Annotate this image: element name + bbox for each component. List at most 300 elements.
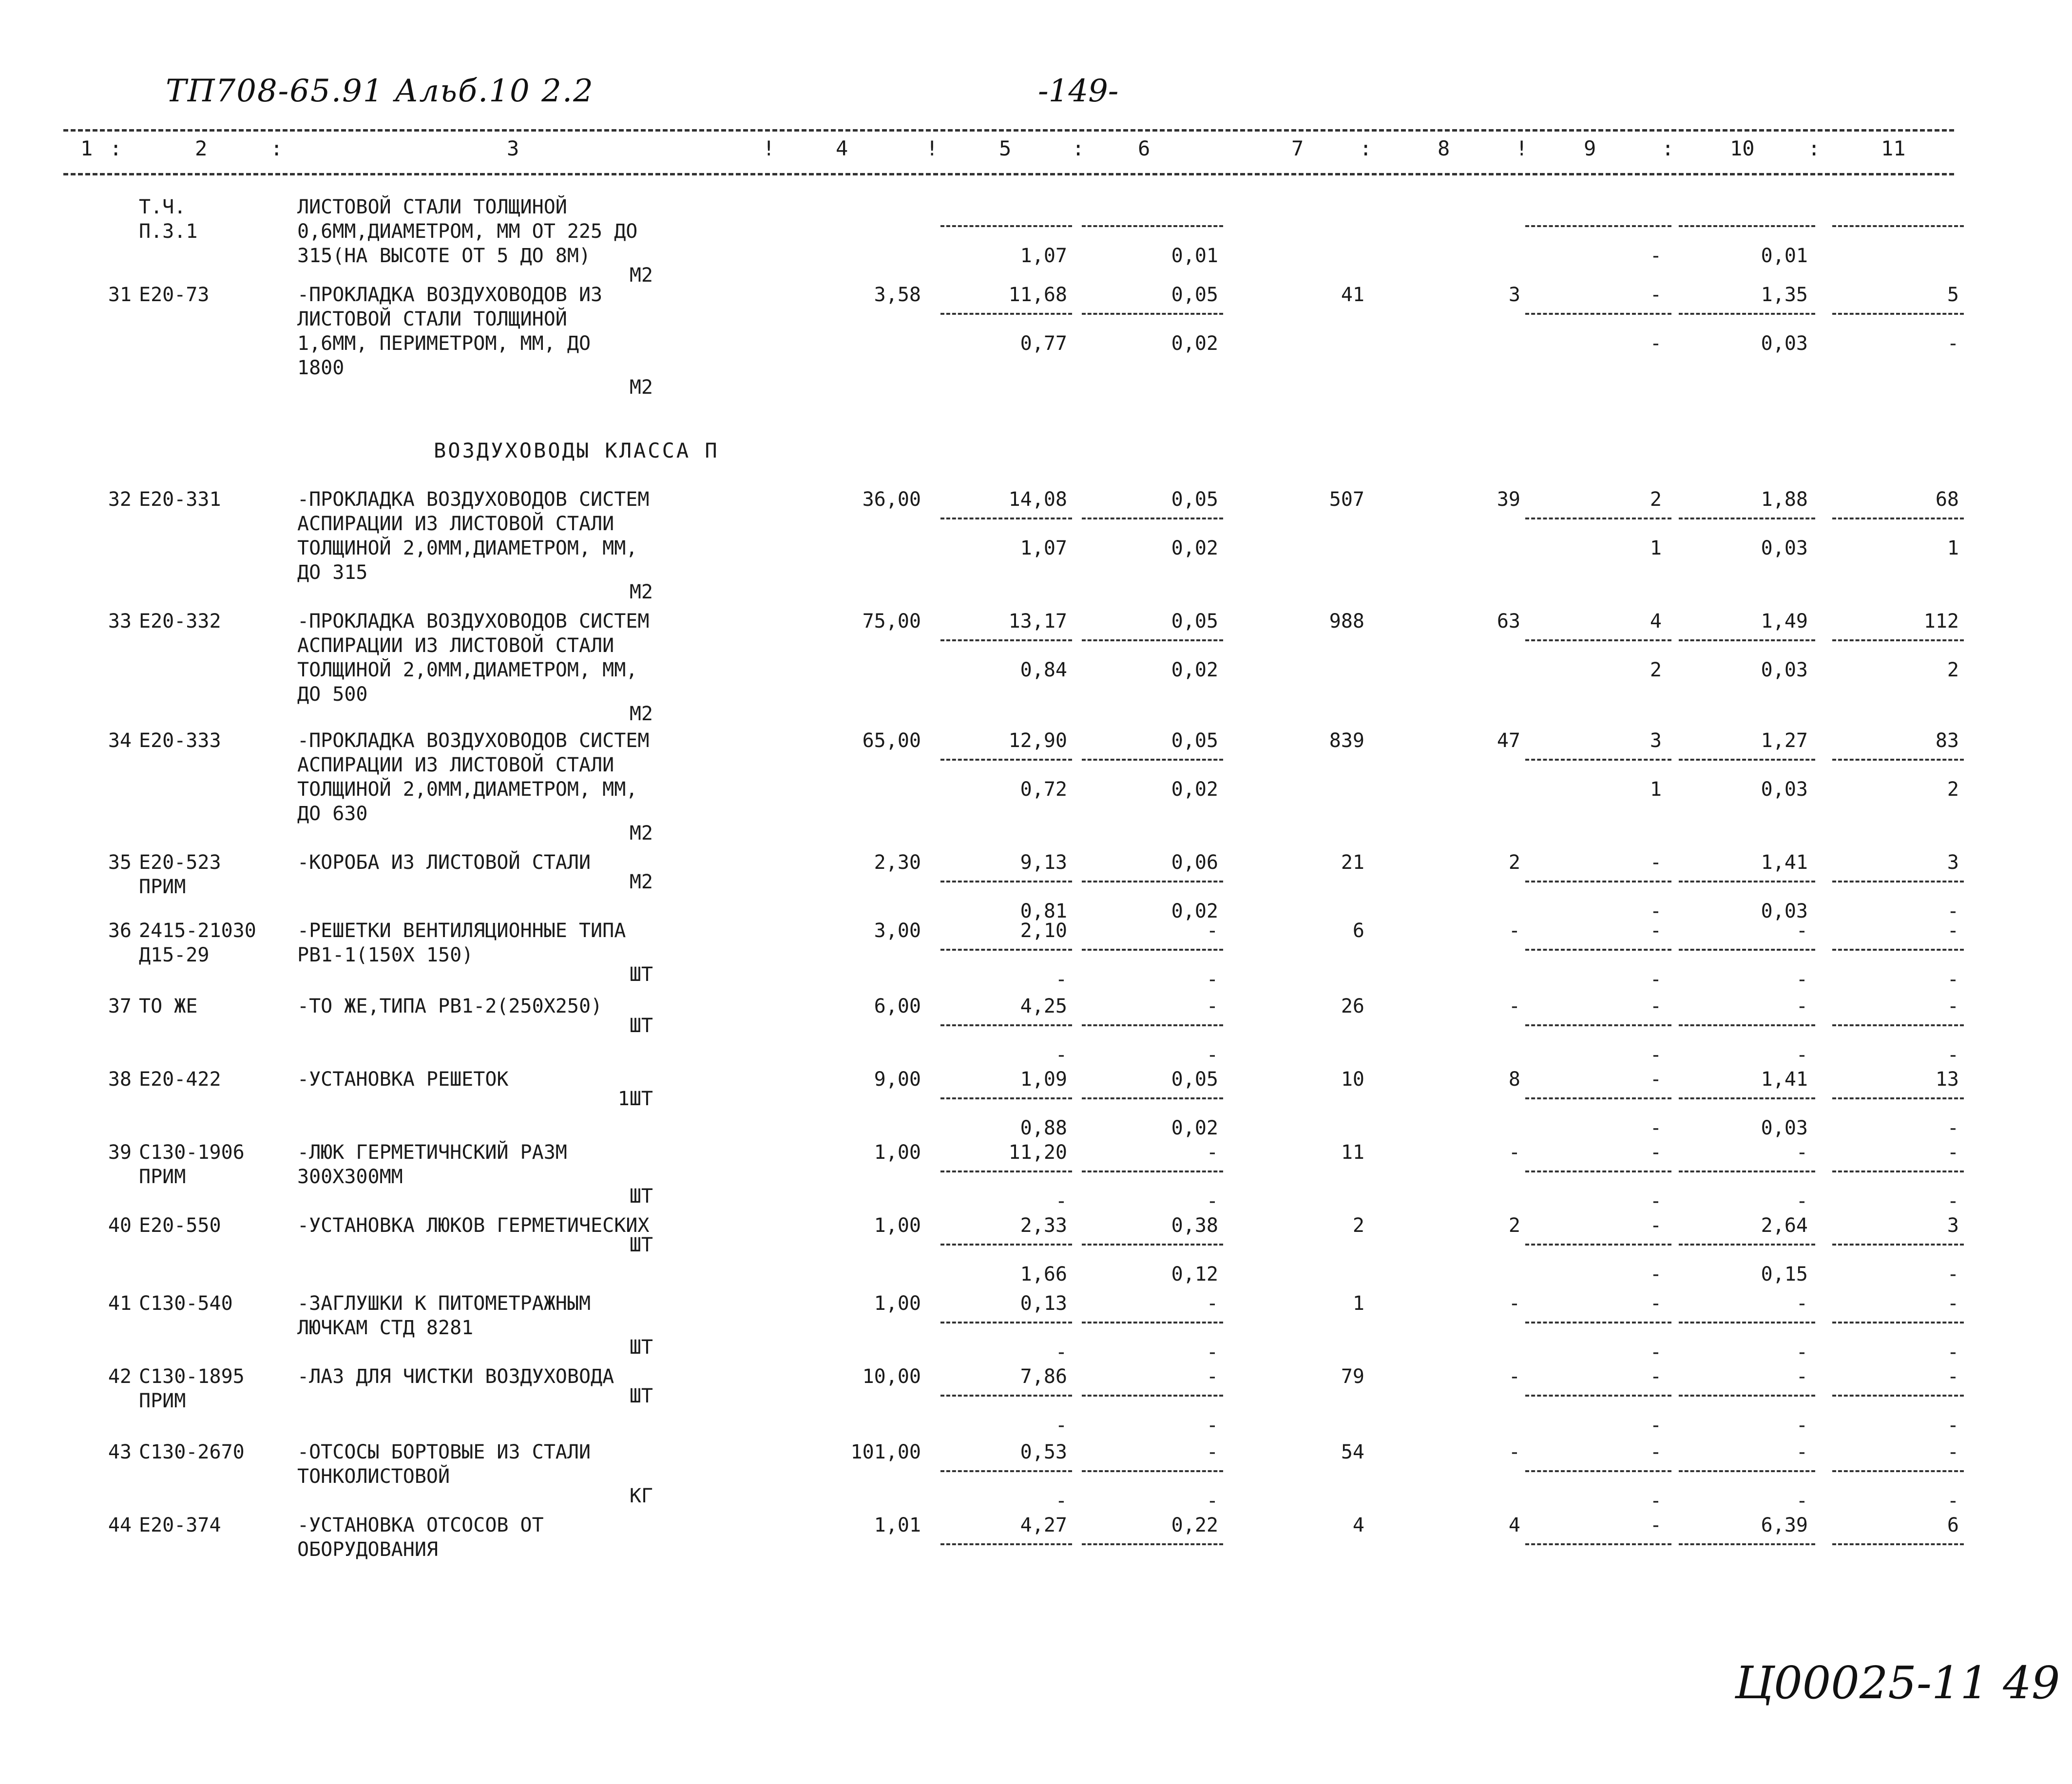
total-cost: 1 (1352, 1292, 1364, 1315)
rate-code: Е20-333 (139, 729, 221, 752)
work-description: -ПРОКЛАДКА ВОЗДУХОВОДОВ СИСТЕМ АСПИРАЦИИ ИЗ ЛИСТОВОЙ СТАЛИ ТОЛЩИНОЙ 2,0ММ,ДИАМЕТРОМ, ММ, ДО 315 (297, 488, 650, 584)
col-separator: : (1072, 136, 1085, 160)
rate-code: Е20-523 ПРИМ (139, 851, 221, 898)
cell-divider-dashes (1525, 1170, 1671, 1172)
total-wages: - (1508, 1292, 1520, 1315)
col-header-5: 5 (999, 136, 1012, 160)
labor-total-machinists: - (1947, 1490, 1959, 1512)
cell-divider-dashes (1082, 1097, 1223, 1099)
cell-divider-dashes (1082, 1170, 1223, 1172)
cell-divider-dashes (1832, 759, 1964, 761)
total-machine-wages: 2 (1650, 659, 1662, 681)
labor-total-machinists: - (1947, 1044, 1959, 1066)
total-cost: 988 (1329, 610, 1364, 633)
quantity: 36,00 (862, 488, 921, 511)
rate-code: Е20-422 (139, 1068, 221, 1091)
work-description: -ПРОКЛАДКА ВОЗДУХОВОДОВ ИЗ ЛИСТОВОЙ СТАЛИ ТОЛЩИНОЙ 1,6ММ, ПЕРИМЕТРОМ, ММ, ДО 1800 (297, 284, 603, 379)
labor-unit: 6,39 (1761, 1514, 1808, 1536)
cell-divider-dashes (1525, 518, 1671, 519)
labor-unit-machinists: 0,03 (1761, 537, 1808, 559)
rate-code: Е20-331 (139, 488, 221, 511)
cell-divider-dashes (940, 949, 1072, 951)
unit-cost-total: 4,27 (1020, 1514, 1067, 1536)
unit-cost-wages: 0,72 (1020, 778, 1067, 801)
unit-cost-machines: 0,05 (1171, 1068, 1218, 1091)
col-header-2: 2 (195, 136, 208, 160)
total-cost: 41 (1341, 284, 1364, 306)
cell-divider-dashes (1525, 1097, 1671, 1099)
cell-divider-dashes (1832, 1097, 1964, 1099)
cell-divider-dashes (1679, 1097, 1815, 1099)
labor-total: 5 (1947, 284, 1959, 306)
cell-divider-dashes (940, 639, 1072, 641)
cell-divider-dashes (1082, 1543, 1223, 1545)
cell-divider-dashes (940, 1543, 1072, 1545)
unit-cost-machines: - (1206, 995, 1218, 1017)
total-machines: 4 (1650, 610, 1662, 633)
total-machines: 3 (1650, 729, 1662, 752)
col-header-1: 1 (80, 136, 93, 160)
cell-divider-dashes (1679, 1543, 1815, 1545)
labor-total: - (1947, 1365, 1959, 1388)
total-machine-wages: - (1650, 1044, 1662, 1066)
cell-divider-dashes (1679, 881, 1815, 882)
unit-cost-total: 12,90 (1008, 729, 1067, 752)
col-header-6: 6 (1138, 136, 1151, 160)
total-wages: - (1508, 1441, 1520, 1463)
cell-divider-dashes (1832, 1024, 1964, 1026)
total-cost: 21 (1341, 851, 1364, 874)
cell-divider-dashes (1525, 1470, 1671, 1472)
cell-divider-dashes (1679, 759, 1815, 761)
labor-unit: 1,27 (1761, 729, 1808, 752)
unit-cost-machines: - (1206, 1365, 1218, 1388)
work-description: -ТО ЖЕ,ТИПА РВ1-2(250Х250) (297, 995, 603, 1017)
cell-divider-dashes (1679, 949, 1815, 951)
work-description: -ОТСОСЫ БОРТОВЫЕ ИЗ СТАЛИ ТОНКОЛИСТОВОЙ (297, 1441, 591, 1488)
total-wages: 39 (1496, 488, 1520, 511)
cell-divider-dashes (1525, 313, 1671, 315)
cell-divider-dashes (940, 1097, 1072, 1099)
labor-total: - (1947, 1441, 1959, 1463)
labor-unit-machinists: 0,03 (1761, 1117, 1808, 1139)
section-title: ВОЗДУХОВОДЫ КЛАССА П (434, 439, 719, 462)
total-wages: 2 (1508, 851, 1520, 874)
cell-divider-dashes (1525, 1395, 1671, 1397)
unit-of-measure: ШТ (629, 1015, 653, 1037)
work-description: -РЕШЕТКИ ВЕНТИЛЯЦИОННЫЕ ТИПА РВ1-1(150Х 150) (297, 920, 626, 966)
cell-divider-dashes (1832, 313, 1964, 315)
total-machine-wages: - (1650, 968, 1662, 991)
labor-total-machinists: - (1947, 1190, 1959, 1212)
unit-of-measure: ШТ (629, 1385, 653, 1407)
cell-divider-dashes (1832, 1322, 1964, 1324)
total-wages: - (1508, 1365, 1520, 1388)
rate-code: Е20-550 (139, 1214, 221, 1237)
unit-cost-machine-wages: - (1206, 1341, 1218, 1363)
rate-code: Т.Ч. П.3.1 (139, 196, 198, 243)
cell-divider-dashes (1832, 1543, 1964, 1545)
document-code-handwritten: ТП708-65.91 Альб.10 2.2 (166, 73, 594, 109)
rate-code: Е20-374 (139, 1514, 221, 1536)
unit-of-measure: ШТ (629, 1234, 653, 1256)
total-wages: 4 (1508, 1514, 1520, 1536)
labor-total-machinists: 1 (1947, 537, 1959, 559)
labor-unit-machinists: - (1796, 1190, 1808, 1212)
column-header-row (0, 136, 2072, 166)
col-header-11: 11 (1881, 136, 1906, 160)
cell-divider-dashes (940, 1322, 1072, 1324)
cell-divider-dashes (940, 1244, 1072, 1246)
unit-cost-total: 4,25 (1020, 995, 1067, 1017)
unit-cost-machines: 0,05 (1171, 610, 1218, 633)
labor-total-machinists: - (1947, 1414, 1959, 1437)
quantity: 1,00 (874, 1141, 921, 1164)
labor-total: 68 (1935, 488, 1959, 511)
labor-unit-machinists: - (1796, 968, 1808, 991)
work-description: -ЗАГЛУШКИ К ПИТОМЕТРАЖНЫМ ЛЮЧКАМ СТД 8281 (297, 1292, 591, 1339)
unit-cost-total: 14,08 (1008, 488, 1067, 511)
unit-cost-machine-wages: - (1206, 1044, 1218, 1066)
total-machines: - (1650, 1514, 1662, 1536)
work-description: -ЛАЗ ДЛЯ ЧИСТКИ ВОЗДУХОВОДА (297, 1365, 614, 1388)
cell-divider-dashes (1525, 639, 1671, 641)
unit-cost-machine-wages: 0,01 (1171, 245, 1218, 267)
work-description: ЛИСТОВОЙ СТАЛИ ТОЛЩИНОЙ 0,6ММ,ДИАМЕТРОМ, ММ ОТ 225 ДО 315(НА ВЫСОТЕ ОТ 5 ДО 8М) (297, 196, 638, 267)
labor-total: 13 (1935, 1068, 1959, 1091)
row-number: 42 (108, 1365, 132, 1388)
col-header-8: 8 (1438, 136, 1450, 160)
total-wages: - (1508, 1141, 1520, 1164)
col-separator: : (270, 136, 283, 160)
quantity: 10,00 (862, 1365, 921, 1388)
labor-unit: 1,41 (1761, 851, 1808, 874)
quantity: 3,58 (874, 284, 921, 306)
unit-cost-machines: 0,38 (1171, 1214, 1218, 1237)
labor-unit-machinists: 0,03 (1761, 332, 1808, 355)
unit-cost-total: 0,13 (1020, 1292, 1067, 1315)
cell-divider-dashes (1082, 1024, 1223, 1026)
total-machines: - (1650, 1292, 1662, 1315)
col-separator: ! (763, 136, 775, 160)
unit-cost-total: 1,09 (1020, 1068, 1067, 1091)
labor-total-machinists: 2 (1947, 778, 1959, 801)
unit-cost-wages: 1,66 (1020, 1263, 1067, 1285)
labor-total: - (1947, 1141, 1959, 1164)
total-machines: - (1650, 1068, 1662, 1091)
unit-cost-wages: 0,81 (1020, 900, 1067, 922)
total-machine-wages: - (1650, 245, 1662, 267)
row-number: 36 (108, 920, 132, 942)
total-wages: 2 (1508, 1214, 1520, 1237)
total-wages: 63 (1496, 610, 1520, 633)
cell-divider-dashes (940, 1470, 1072, 1472)
row-number: 34 (108, 729, 132, 752)
header-rule-top (63, 129, 1954, 132)
unit-cost-wages: 0,77 (1020, 332, 1067, 355)
cell-divider-dashes (1832, 949, 1964, 951)
rate-code: С130-1895 ПРИМ (139, 1365, 245, 1412)
unit-cost-machines: - (1206, 1441, 1218, 1463)
unit-cost-machine-wages: 0,12 (1171, 1263, 1218, 1285)
work-description: -ЛЮК ГЕРМЕТИЧНСКИЙ РАЗМ 300Х300ММ (297, 1141, 567, 1188)
labor-unit: - (1796, 1441, 1808, 1463)
cell-divider-dashes (1832, 1244, 1964, 1246)
labor-total: 83 (1935, 729, 1959, 752)
unit-of-measure: М2 (629, 376, 653, 399)
col-header-10: 10 (1730, 136, 1755, 160)
cell-divider-dashes (940, 881, 1072, 882)
labor-total: 3 (1947, 851, 1959, 874)
cell-divider-dashes (1679, 1395, 1815, 1397)
labor-total: - (1947, 995, 1959, 1017)
cell-divider-dashes (1679, 518, 1815, 519)
labor-unit-machinists: 0,03 (1761, 659, 1808, 681)
col-header-7: 7 (1291, 136, 1304, 160)
cell-divider-dashes (1082, 1470, 1223, 1472)
total-machine-wages: 1 (1650, 537, 1662, 559)
labor-total-machinists: - (1947, 968, 1959, 991)
labor-unit: - (1796, 1292, 1808, 1315)
quantity: 65,00 (862, 729, 921, 752)
col-separator: : (1662, 136, 1674, 160)
col-header-3: 3 (507, 136, 519, 160)
header-rule-bottom (63, 173, 1954, 175)
unit-cost-wages: - (1055, 968, 1067, 991)
cell-divider-dashes (1525, 1244, 1671, 1246)
total-cost: 839 (1329, 729, 1364, 752)
cell-divider-dashes (1082, 639, 1223, 641)
rate-code: С130-1906 ПРИМ (139, 1141, 245, 1188)
cell-divider-dashes (940, 518, 1072, 519)
quantity: 3,00 (874, 920, 921, 942)
rate-code: С130-540 (139, 1292, 233, 1315)
page-number-handwritten: -149- (1038, 73, 1119, 109)
total-cost: 79 (1341, 1365, 1364, 1388)
unit-of-measure: ШТ (629, 1185, 653, 1208)
quantity: 2,30 (874, 851, 921, 874)
total-machines: - (1650, 1441, 1662, 1463)
cell-divider-dashes (1525, 881, 1671, 882)
labor-unit-machinists: - (1796, 1490, 1808, 1512)
total-wages: - (1508, 920, 1520, 942)
unit-cost-machines: 0,06 (1171, 851, 1218, 874)
cell-divider-dashes (1679, 1322, 1815, 1324)
total-machine-wages: - (1650, 1117, 1662, 1139)
cell-divider-dashes (1832, 1395, 1964, 1397)
labor-unit: - (1796, 1365, 1808, 1388)
total-machines: - (1650, 1141, 1662, 1164)
row-number: 32 (108, 488, 132, 511)
col-separator: ! (926, 136, 939, 160)
col-separator: : (110, 136, 122, 160)
archive-stamp-handwritten: Ц00025-11 49 (1735, 1657, 2060, 1709)
row-number: 35 (108, 851, 132, 874)
cell-divider-dashes (1832, 1170, 1964, 1172)
unit-cost-machines: 0,05 (1171, 729, 1218, 752)
row-number: 33 (108, 610, 132, 633)
labor-unit: 1,49 (1761, 610, 1808, 633)
unit-of-measure: ШТ (629, 963, 653, 986)
unit-cost-machine-wages: - (1206, 1490, 1218, 1512)
unit-cost-machine-wages: - (1206, 1190, 1218, 1212)
unit-cost-machine-wages: 0,02 (1171, 659, 1218, 681)
unit-cost-total: 2,10 (1020, 920, 1067, 942)
unit-of-measure: М2 (629, 822, 653, 844)
total-wages: 3 (1508, 284, 1520, 306)
col-header-4: 4 (836, 136, 848, 160)
unit-cost-machine-wages: 0,02 (1171, 778, 1218, 801)
col-separator: ! (1516, 136, 1528, 160)
unit-cost-machines: - (1206, 1292, 1218, 1315)
total-machine-wages: - (1650, 332, 1662, 355)
cell-divider-dashes (1082, 518, 1223, 519)
labor-unit: - (1796, 995, 1808, 1017)
cell-divider-dashes (1832, 1470, 1964, 1472)
quantity: 1,01 (874, 1514, 921, 1536)
unit-cost-wages: - (1055, 1044, 1067, 1066)
row-number: 41 (108, 1292, 132, 1315)
rate-code: Е20-73 (139, 284, 210, 306)
cell-divider-dashes (1082, 949, 1223, 951)
labor-total-machinists: - (1947, 1341, 1959, 1363)
cell-divider-dashes (940, 1024, 1072, 1026)
labor-total-machinists: - (1947, 1117, 1959, 1139)
cell-divider-dashes (1082, 1395, 1223, 1397)
total-machine-wages: - (1650, 900, 1662, 922)
work-description: -ПРОКЛАДКА ВОЗДУХОВОДОВ СИСТЕМ АСПИРАЦИИ ИЗ ЛИСТОВОЙ СТАЛИ ТОЛЩИНОЙ 2,0ММ,ДИАМЕТРОМ, ММ, ДО 500 (297, 610, 650, 706)
unit-cost-wages: 1,07 (1020, 245, 1067, 267)
total-machines: 2 (1650, 488, 1662, 511)
labor-unit: 2,64 (1761, 1214, 1808, 1237)
quantity: 1,00 (874, 1292, 921, 1315)
cell-divider-dashes (1679, 225, 1815, 227)
total-cost: 4 (1352, 1514, 1364, 1536)
unit-cost-total: 2,33 (1020, 1214, 1067, 1237)
total-machines: - (1650, 995, 1662, 1017)
cell-divider-dashes (1832, 639, 1964, 641)
cell-divider-dashes (1082, 759, 1223, 761)
cell-divider-dashes (940, 759, 1072, 761)
unit-cost-total: 11,20 (1008, 1141, 1067, 1164)
total-wages: - (1508, 995, 1520, 1017)
labor-unit-machinists: 0,01 (1761, 245, 1808, 267)
labor-unit: 1,35 (1761, 284, 1808, 306)
cell-divider-dashes (1082, 1244, 1223, 1246)
cell-divider-dashes (1679, 313, 1815, 315)
unit-of-measure: М2 (629, 871, 653, 893)
labor-unit-machinists: 0,15 (1761, 1263, 1808, 1285)
row-number: 40 (108, 1214, 132, 1237)
unit-cost-machine-wages: 0,02 (1171, 537, 1218, 559)
cell-divider-dashes (1525, 1024, 1671, 1026)
unit-cost-machine-wages: 0,02 (1171, 332, 1218, 355)
unit-cost-total: 9,13 (1020, 851, 1067, 874)
unit-cost-wages: 1,07 (1020, 537, 1067, 559)
unit-cost-wages: - (1055, 1190, 1067, 1212)
cell-divider-dashes (940, 1395, 1072, 1397)
total-machines: - (1650, 1214, 1662, 1237)
cell-divider-dashes (940, 1170, 1072, 1172)
unit-of-measure: ШТ (629, 1336, 653, 1359)
total-cost: 54 (1341, 1441, 1364, 1463)
unit-cost-wages: - (1055, 1341, 1067, 1363)
total-wages: 47 (1496, 729, 1520, 752)
cell-divider-dashes (1679, 1170, 1815, 1172)
row-number: 31 (108, 284, 132, 306)
total-machine-wages: - (1650, 1414, 1662, 1437)
quantity: 101,00 (850, 1441, 921, 1463)
labor-total: 3 (1947, 1214, 1959, 1237)
row-number: 43 (108, 1441, 132, 1463)
labor-unit: 1,41 (1761, 1068, 1808, 1091)
total-cost: 26 (1341, 995, 1364, 1017)
unit-cost-wages: 0,88 (1020, 1117, 1067, 1139)
unit-of-measure: М2 (629, 703, 653, 725)
cell-divider-dashes (1832, 881, 1964, 882)
total-machines: - (1650, 284, 1662, 306)
total-machine-wages: - (1650, 1341, 1662, 1363)
total-cost: 507 (1329, 488, 1364, 511)
cell-divider-dashes (1832, 225, 1964, 227)
cell-divider-dashes (1679, 1470, 1815, 1472)
cell-divider-dashes (1679, 639, 1815, 641)
unit-cost-wages: 0,84 (1020, 659, 1067, 681)
labor-total-machinists: - (1947, 332, 1959, 355)
quantity: 75,00 (862, 610, 921, 633)
cell-divider-dashes (1082, 313, 1223, 315)
unit-cost-machine-wages: - (1206, 1414, 1218, 1437)
unit-cost-machines: 0,22 (1171, 1514, 1218, 1536)
cell-divider-dashes (1525, 759, 1671, 761)
unit-cost-wages: - (1055, 1490, 1067, 1512)
quantity: 6,00 (874, 995, 921, 1017)
labor-unit: 1,88 (1761, 488, 1808, 511)
unit-cost-total: 0,53 (1020, 1441, 1067, 1463)
cell-divider-dashes (1525, 1322, 1671, 1324)
cell-divider-dashes (940, 313, 1072, 315)
unit-of-measure: М2 (629, 264, 653, 287)
labor-total-machinists: - (1947, 1263, 1959, 1285)
labor-total: 112 (1923, 610, 1959, 633)
labor-unit-machinists: 0,03 (1761, 900, 1808, 922)
cell-divider-dashes (1679, 1024, 1815, 1026)
labor-total-machinists: 2 (1947, 659, 1959, 681)
col-separator: : (1808, 136, 1821, 160)
row-number: 38 (108, 1068, 132, 1091)
labor-unit-machinists: - (1796, 1414, 1808, 1437)
cell-divider-dashes (1082, 225, 1223, 227)
quantity: 1,00 (874, 1214, 921, 1237)
cell-divider-dashes (1525, 1543, 1671, 1545)
total-cost: 11 (1341, 1141, 1364, 1164)
row-number: 37 (108, 995, 132, 1017)
unit-of-measure: М2 (629, 581, 653, 603)
total-machine-wages: - (1650, 1490, 1662, 1512)
work-description: -ПРОКЛАДКА ВОЗДУХОВОДОВ СИСТЕМ АСПИРАЦИИ ИЗ ЛИСТОВОЙ СТАЛИ ТОЛЩИНОЙ 2,0ММ,ДИАМЕТРОМ, ММ, ДО 630 (297, 729, 650, 825)
total-cost: 10 (1341, 1068, 1364, 1091)
total-machines: - (1650, 851, 1662, 874)
cell-divider-dashes (1525, 225, 1671, 227)
unit-of-measure: КГ (629, 1485, 653, 1507)
labor-unit-machinists: 0,03 (1761, 778, 1808, 801)
labor-unit: - (1796, 920, 1808, 942)
total-machine-wages: - (1650, 1190, 1662, 1212)
unit-cost-machine-wages: 0,02 (1171, 1117, 1218, 1139)
quantity: 9,00 (874, 1068, 921, 1091)
row-number: 44 (108, 1514, 132, 1536)
unit-cost-total: 13,17 (1008, 610, 1067, 633)
